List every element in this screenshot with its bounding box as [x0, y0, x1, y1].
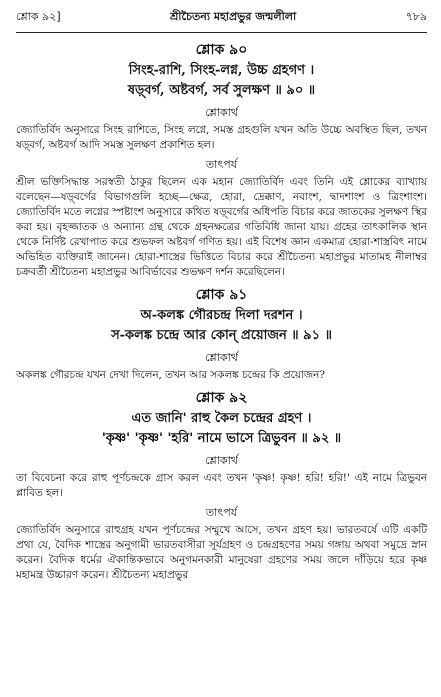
header-rule [16, 32, 427, 33]
verse-92-heading: শ্লোক ৯২ [195, 390, 248, 406]
verse-91-line-1: অ-কলঙ্ক গৌরচন্দ্র দিলা দরশন । [140, 308, 303, 323]
verse-92-purport: জ্যোতির্বিদ অনুসারে রাহুগ্রহ যখন পূর্ণচন্দ্রের সম্মুখে আসে, তখন গ্রহণ হয়। ভারতবর্ষে এটি একটি প্রথা যে, বৈদিক শাস্ত্রের অনুগামী ভারতবাসীরা সূর্যগ্রহণ ও চন্দ্রগ্রহণের সময় গঙ্গায় অথবা সমুদ্রে স্নান করেন। বৈদিক ধর্মের ঐকান্তিকভাবে অনুগমনকারী মানুষেরা গ্রহণের সময় জলে দাঁড়িয়ে হরে কৃষ্ণ মহামন্ত্র উচ্চারণ করেন। শ্রীচৈতন্য মহাপ্রভুর [16, 524, 427, 581]
verse-90-line-2: ষড়্‌বর্গ, অষ্টবর্গ, সর্ব সুলক্ষণ ॥ ৯০ ॥ [127, 83, 316, 98]
verse-91-translation: অকলঙ্ক গৌরচন্দ্র যখন দেখা দিলেন, তখন আর সকলঙ্ক চন্দ্রের কি প্রয়োজন? [16, 369, 325, 381]
verse-92-translation: তা বিবেচনা করে রাহু পূর্ণচন্দ্রকে গ্রাস করল এবং তখন 'কৃষ্ণ! কৃষ্ণ! হরি! হরি!' এই নামে ত্রিভুবন প্লাবিত হল। [16, 472, 427, 499]
header-chapter-title: শ্রীচৈতন্য মহাপ্রভুর জন্মলীলা [170, 10, 297, 23]
header-verse-ref: শ্লোক ৯২] [16, 10, 61, 23]
verse-91-translation-heading: শ্লোকার্থ [205, 351, 238, 364]
verse-90-translation: জ্যোতির্বিদ অনুসারে সিংহ রাশিতে, সিংহ লগ্নে, সমস্ত গ্রহগুলি যখন অতি উচ্চে অবস্থিত ছিল, তখন ষড়্‌বর্গ, অষ্টবর্গ আদি সমস্ত সুলক্ষণ প্রকাশিত হল। [16, 124, 427, 151]
verse-92-line-2: 'কৃষ্ণ' 'কৃষ্ণ' 'হরি' নামে ভাসে ত্রিভুবন ॥ ৯২ ॥ [101, 431, 342, 446]
verse-90-line-1: সিংহ-রাশি, সিংহ-লগ্ন, উচ্চ গ্রহগণ । [128, 63, 315, 78]
verse-92-purport-heading: তাৎপর্য [205, 506, 238, 519]
verse-90-heading: শ্লোক ৯০ [195, 42, 248, 58]
verse-91-heading: শ্লোক ৯১ [195, 287, 248, 303]
verse-90-translation-heading: শ্লোকার্থ [205, 106, 238, 119]
verse-90-purport: শ্রীল ভক্তিসিদ্ধান্ত সরস্বতী ঠাকুর ছিলেন এক মহান জ্যোতির্বিদ এবং তিনি এই শ্লোকের ব্যাখ্যায় বলেছেন—ষড়্‌বর্গের বিভাগগুলি হচ্ছে—ক্ষেত্র, হোরা, দ্রেক্কাণ, নবাংশ, দ্বাদশাংশ ও ত্রিংশাংশ। জ্যোতির্বিদ মতে লগ্নের স্পষ্টাংশ অনুসারে কথিত ষড়্‌বর্গের অধিপতি বিচার করে জাতকের সুলক্ষণ স্থির করা হয়। বৃহজ্জাতক ও অন্যান্য গ্রন্থ থেকে গ্রহনক্ষত্রের গতিবিধি জানা যায়। গ্রহের তাৎকালিক স্থান থেকে নির্দিষ্ট রেখাপাত করে শুভফল অষ্টবর্গ গণিত হয়। এই বিশেষ জ্ঞান একমাত্র হোরা-শাস্ত্রবিৎ নামে অভিহিত ব্যক্তিরাই জানেন। হোরা-শাস্ত্রের ভিত্তিতে বিচার করে শ্রীচৈতন্য মহাপ্রভুর মাতামহ নীলাম্বর চক্রবর্তী শ্রীচৈতন্য মহাপ্রভুর আবির্ভাবের শুভক্ষণ দর্শন করেছিলেন। [16, 176, 427, 278]
verse-91-line-2: স-কলঙ্ক চন্দ্রে আর কোন্ প্রয়োজন ॥ ৯১ ॥ [111, 328, 332, 343]
verse-92-line-1: এত জানি' রাহু কৈল চন্দ্রের গ্রহণ । [131, 411, 312, 426]
verse-92-translation-heading: শ্লোকার্থ [205, 454, 238, 467]
verse-90-purport-heading: তাৎপর্য [205, 158, 238, 171]
running-header [16, 6, 427, 28]
page-number: ৭৮৯ [405, 10, 427, 23]
